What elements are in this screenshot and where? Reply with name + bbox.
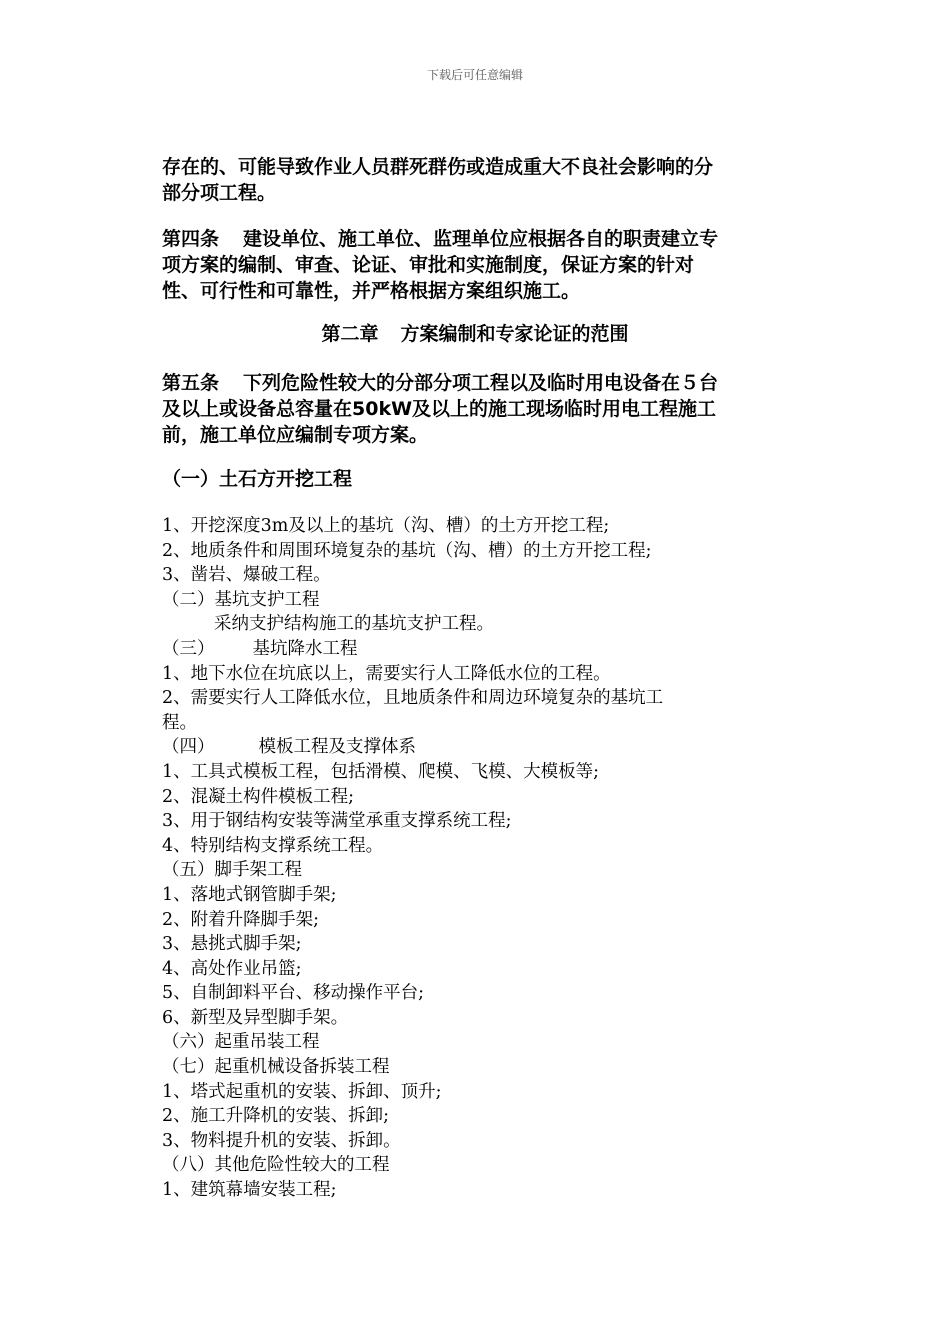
- list-item: 1、落地式钢管脚手架;: [162, 884, 337, 905]
- section-3-number: （三）: [162, 638, 215, 659]
- section-heading-5: （五）脚手架工程: [162, 860, 302, 881]
- section-heading-7: （七）起重机械设备拆装工程: [162, 1057, 390, 1078]
- list-item: 2、需要实行人工降低水位，且地质条件和周边环境复杂的基坑工: [162, 688, 664, 709]
- list-item: 2、附着升降脚手架;: [162, 909, 320, 930]
- list-item: 2、混凝土构件模板工程;: [162, 786, 355, 807]
- article-5-line: 下列危险性较大的分部分项工程以及临时用电设备在５台: [243, 372, 719, 394]
- list-item: 2、施工升降机的安装、拆卸;: [162, 1106, 390, 1127]
- article-5-line: 及以上或设备总容量在50kW及以上的施工现场临时用电工程施工: [162, 398, 717, 420]
- section-4-title: 模板工程及支撑体系: [258, 737, 416, 758]
- list-item: 6、新型及异型脚手架。: [162, 1007, 349, 1028]
- list-item: 2、地质条件和周围环境复杂的基坑（沟、槽）的土方开挖工程;: [162, 540, 652, 561]
- section-heading-2: （二）基坑支护工程: [162, 589, 320, 610]
- section-4-number: （四）: [162, 737, 215, 758]
- list-item: 4、高处作业吊篮;: [162, 958, 302, 979]
- list-item: 1、地下水位在坑底以上，需要实行人工降低水位的工程。: [162, 663, 611, 684]
- chapter-title: 方案编制和专家论证的范围: [400, 323, 629, 345]
- list-item: 5、自制卸料平台、移动操作平台;: [162, 983, 425, 1004]
- list-item: 1、开挖深度3m及以上的基坑（沟、槽）的土方开挖工程;: [162, 516, 610, 536]
- section-heading-1: （一）土石方开挖工程: [162, 468, 353, 490]
- list-item: 3、物料提升机的安装、拆卸。: [162, 1130, 401, 1151]
- section-heading-6: （六）起重吊装工程: [162, 1032, 320, 1053]
- article-4-line: 项方案的编制、审查、论证、审批和实施制度，保证方案的针对: [162, 254, 695, 276]
- section-heading-8: （八）其他危险性较大的工程: [162, 1155, 390, 1176]
- list-item: 4、特别结构支撑系统工程。: [162, 835, 384, 856]
- chapter-heading: [0, 321, 950, 347]
- list-item: 3、用于钢结构安装等满堂承重支撑系统工程;: [162, 811, 512, 832]
- article-5-label: 第五条: [162, 372, 220, 394]
- article-5-line: 前，施工单位应编制专项方案。: [162, 424, 429, 446]
- intro-line: 部分项工程。: [162, 182, 277, 204]
- page-header: 下载后可任意编辑: [426, 68, 523, 82]
- chapter-number: 第二章: [321, 323, 379, 345]
- article-5: [162, 370, 792, 448]
- article-4: [162, 226, 792, 304]
- article-4-label: 第四条: [162, 228, 220, 250]
- article-4-line: 建设单位、施工单位、监理单位应根据各自的职责建立专: [243, 228, 719, 250]
- article-4-line: 性、可行性和可靠性，并严格根据方案组织施工。: [162, 280, 581, 302]
- intro-line: 存在的、可能导致作业人员群死群伤或造成重大不良社会影响的分: [162, 156, 714, 178]
- list-item: 3、凿岩、爆破工程。: [162, 565, 331, 586]
- intro-paragraph: [162, 154, 792, 206]
- section-3-title: 基坑降水工程: [252, 638, 358, 659]
- list-item: 3、悬挑式脚手架;: [162, 934, 302, 955]
- section-list: [162, 514, 802, 1203]
- list-item: 1、塔式起重机的安装、拆卸、顶升;: [162, 1081, 442, 1102]
- section-2-text: 采纳支护结构施工的基坑支护工程。: [214, 614, 494, 635]
- list-item: 1、工具式模板工程，包括滑模、爬模、飞模、大模板等;: [162, 761, 600, 782]
- list-item: 1、建筑幕墙安装工程;: [162, 1180, 337, 1201]
- list-item: 程。: [162, 712, 197, 733]
